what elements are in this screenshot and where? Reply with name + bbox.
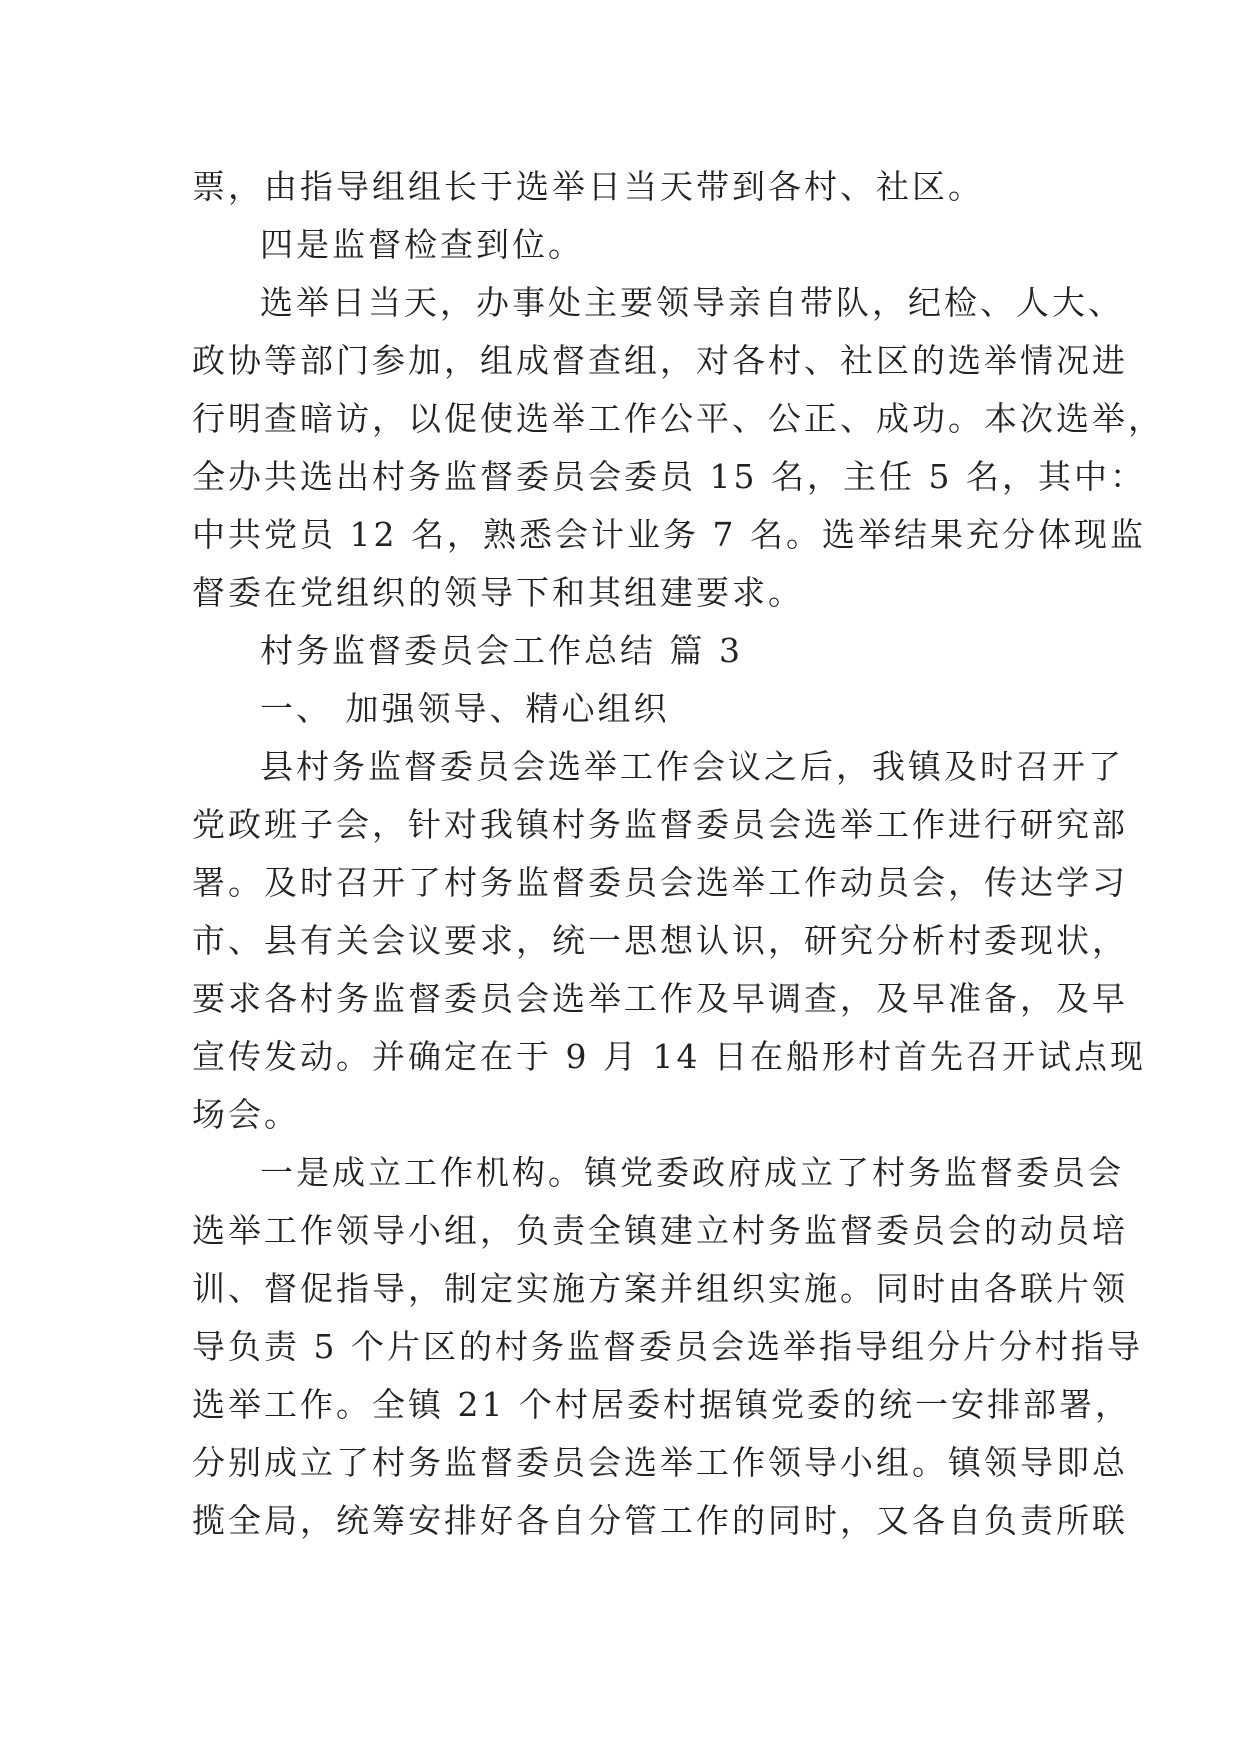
text-line: 票，由指导组组长于选举日当天带到各村、社区。 [192,167,984,206]
document-body [192,158,1164,1550]
text-line: 导负责 5 个片区的村务监督委员会选举指导组分片分村指导 [192,1327,1143,1366]
text-line: 督委在党组织的领导下和其组建要求。 [192,573,804,612]
text-line: 四是监督检查到位。 [260,225,584,264]
text-line: 中共党员 12 名，熟悉会计业务 7 名。选举结果充分体现监 [192,515,1146,554]
text-line: 县村务监督委员会选举工作会议之后，我镇及时召开了 [260,747,1124,786]
text-line: 分别成立了村务监督委员会选举工作领导小组。镇领导即总 [192,1443,1128,1482]
subsection-heading: 一、 加强领导、精心组织 [260,689,670,728]
text-line: 选举日当天，办事处主要领导亲自带队，纪检、人大、 [260,283,1124,322]
text-line: 党政班子会，针对我镇村务监督委员会选举工作进行研究部 [192,805,1128,844]
text-line: 一是成立工作机构。镇党委政府成立了村务监督委员会 [260,1153,1124,1192]
section-heading: 村务监督委员会工作总结 篇 3 [260,631,743,670]
text-line: 宣传发动。并确定在于 9 月 14 日在船形村首先召开试点现 [192,1037,1146,1076]
text-line: 署。及时召开了村务监督委员会选举工作动员会，传达学习 [192,863,1128,902]
text-line: 全办共选出村务监督委员会委员 15 名，主任 5 名，其中： [192,457,1146,496]
text-line: 场会。 [192,1095,300,1134]
text-line: 行明查暗访，以促使选举工作公平、公正、成功。本次选举， [192,399,1164,438]
text-line: 选举工作领导小组，负责全镇建立村务监督委员会的动员培 [192,1211,1128,1250]
text-line: 揽全局，统筹安排好各自分管工作的同时，又各自负责所联 [192,1501,1128,1540]
text-line: 要求各村务监督委员会选举工作及早调查，及早准备，及早 [192,979,1128,1018]
text-line: 选举工作。全镇 21 个村居委村据镇党委的统一安排部署， [192,1385,1131,1424]
text-line: 市、县有关会议要求，统一思想认识，研究分析村委现状， [192,921,1128,960]
text-line: 政协等部门参加，组成督查组，对各村、社区的选举情况进 [192,341,1128,380]
text-line: 训、督促指导，制定实施方案并组织实施。同时由各联片领 [192,1269,1128,1308]
